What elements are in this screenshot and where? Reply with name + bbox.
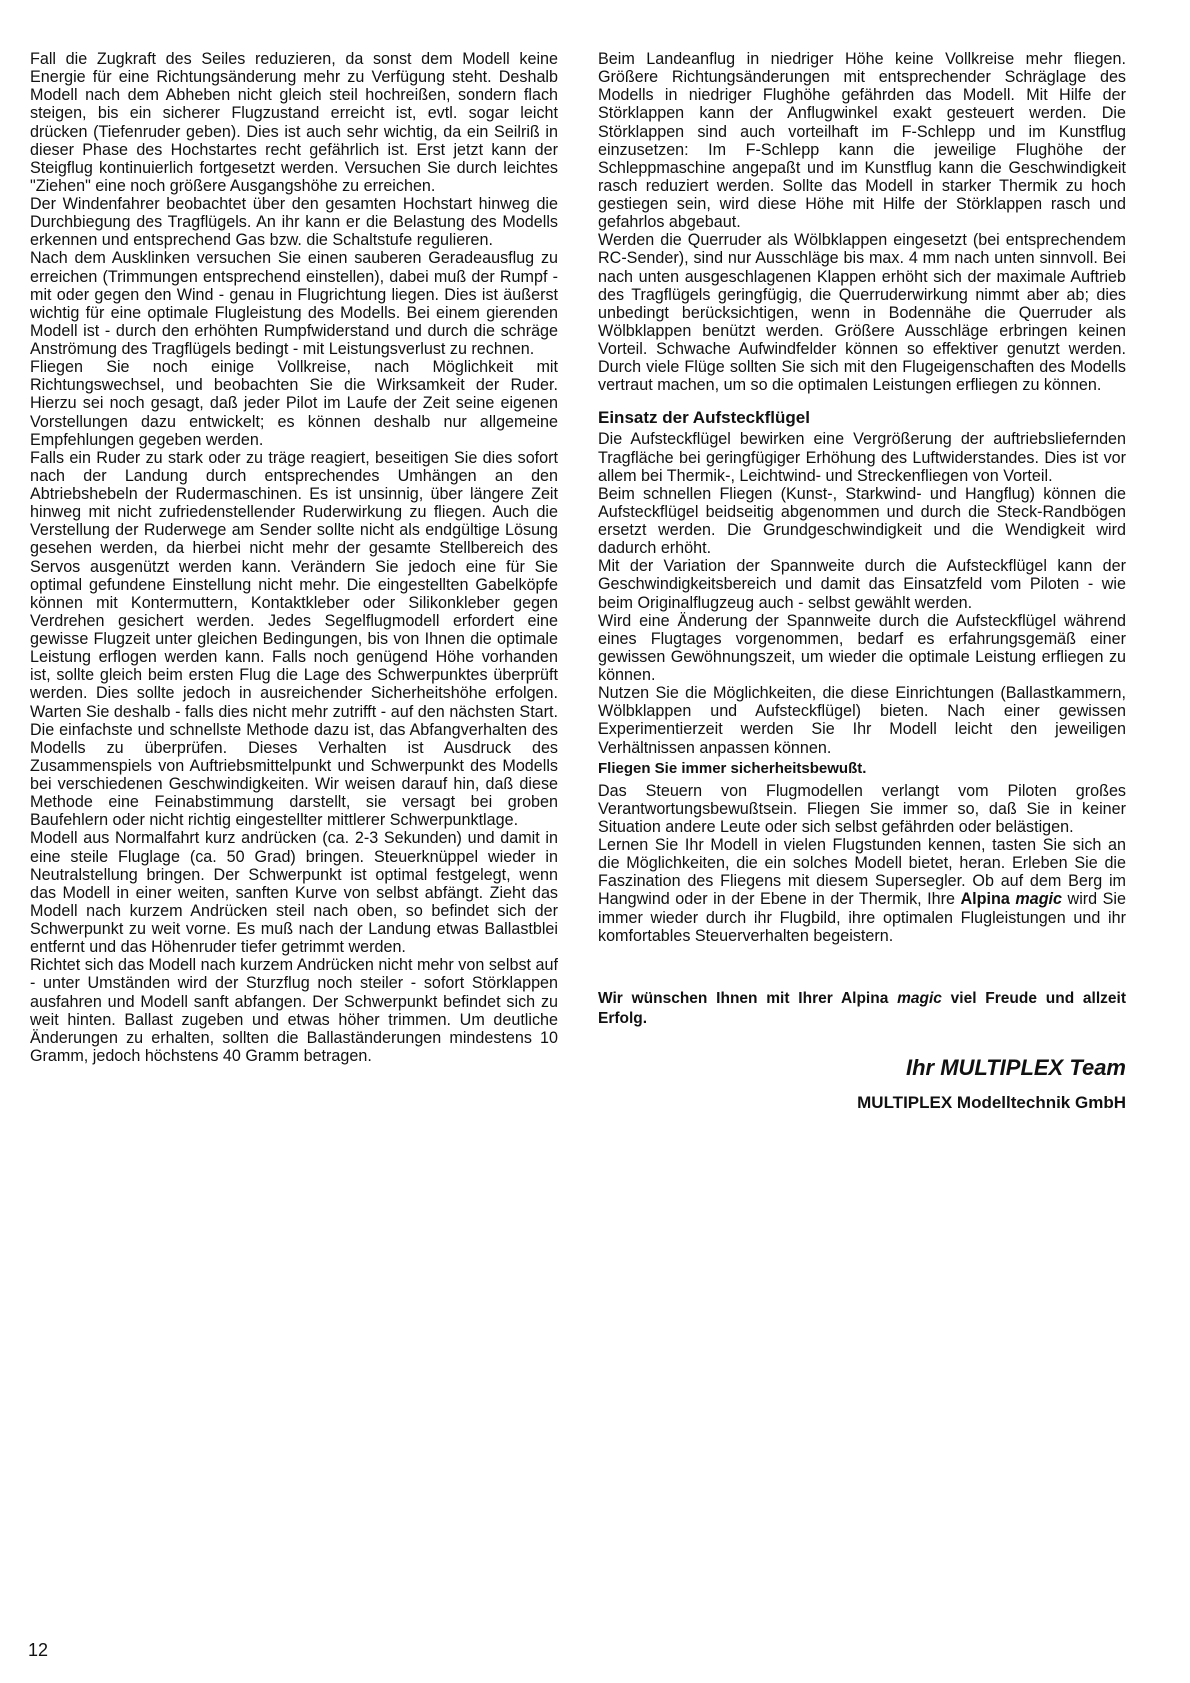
paragraph: Der Windenfahrer beobachtet über den gesamten Hochstart hinweg die Durchbiegung des Tragflügels. An ihr kann er die Belastung des Modells erkennen und entsprechend Gas bzw. die Schaltstufe regulieren. <box>30 195 558 250</box>
closing-model: magic <box>897 989 942 1007</box>
paragraph: Beim Landeanflug in niedriger Höhe keine Vollkreise mehr fliegen. Größere Richtungsänderungen mit entsprechender Schräglage des Modells in niedriger Flughöhe gefährden das Modell. Mit Hilfe der Störklappen kann der Anflugwinkel exakt gesteuert werden. Die Störklappen sind auch vorteilhaft im F-Schlepp und im Kunstflug einzusetzen: Im F-Schlepp kann die jeweilige Flughöhe der Schleppmaschine angepaßt und im Kunstflug kann die Geschwindigkeit rasch reduziert werden. Sollte das Modell in starker Thermik zu hoch gestiegen sein, wird diese Höhe mit Hilfe der Störklappen rasch und gefahrlos abgebaut. <box>598 50 1126 232</box>
text-run: Wir wünschen Ihnen mit Ihrer Alpina <box>598 989 898 1007</box>
text-run: wird Sie immer wieder durch ihr Flugbild, ihre optimalen Flugleistungen und ihr komfortables Steuerverhalten begeistern. <box>598 890 1126 945</box>
paragraph: Beim schnellen Fliegen (Kunst-, Starkwind- und Hangflug) können die Aufsteckflügel beidseitig abgenommen und durch die Steck-Randbögen ersetzt werden. Die Grundgeschwindigkeit und die Wendigkeit wird dadurch erhöht. <box>598 484 1126 558</box>
paragraph: Mit der Variation der Spannweite durch die Aufsteckflügel kann der Geschwindigkeitsbereich und damit das Einsatzfeld vom Piloten - wie beim Originalflugzeug auch - selbst gewählt werden. <box>598 557 1126 612</box>
text-run: Lernen Sie Ihr Modell in vielen Flugstunden kennen, tasten Sie sich an die Möglichkeiten, die ein solches Modell bietet, heran. Erleben Sie die Faszination des Fliegens mit diesem Supersegler. Ob auf dem Berg im Hangwind oder in der Ebene in der Thermik, Ihre <box>598 836 1126 909</box>
brand-name: Alpina <box>960 890 1010 909</box>
paragraph: Fliegen Sie noch einige Vollkreise, nach Möglichkeit mit Richtungswechsel, und beobachten Sie die Wirksamkeit der Ruder. Hierzu sei noch gesagt, daß jeder Pilot im Laufe der Zeit seine eigenen Vorstellungen dazu entwickelt; es können deshalb nur allgemeine Empfehlungen gegeben werden. <box>30 358 558 449</box>
paragraph-final <box>598 836 1126 945</box>
paragraph: Wird eine Änderung der Spannweite durch die Aufsteckflügel während eines Flugtages vorgenommen, bedarf es erfahrungsgemäß einer gewissen Gewöhnungszeit, um wieder die optimale Leistung erfliegen zu können. <box>598 611 1126 684</box>
page-number: 12 <box>28 1640 49 1660</box>
paragraph: Das Steuern von Flugmodellen verlangt vom Piloten großes Verantwortungsbewußtsein. Fliegen Sie immer so, daß Sie in keiner Situation andere Leute oder sich selbst gefährden oder belästigen. <box>598 781 1126 836</box>
paragraph: Richtet sich das Modell nach kurzem Andrücken nicht mehr von selbst auf - unter Umständen wird der Sturzflug noch steiler - sofort Störklappen ausfahren und Modell sanft abfangen. Der Schwerpunkt befindet sich zu weit hinten. Ballast zugeben und etwas höher trimmen. Um deutliche Änderungen zu erhalten, sollten die Ballaständerungen mindestens 10 Gramm, jedoch höchstens 40 Gramm betragen. <box>30 956 558 1065</box>
paragraph: Werden die Querruder als Wölbklappen eingesetzt (bei entsprechendem RC-Sender), sind nur Ausschläge bis max. 4 mm nach unten sinnvoll. Bei nach unten ausgeschlagenen Klappen erhöht sich der maximale Auftrieb des Tragflügels geringfügig, die Querruderwirkung nimmt aber ab; dies unbedingt berücksichtigen, wenn in Bodennähe die Querruder als Wölbklappen benützt werden. Größere Ausschläge erbringen keinen Vorteil. Schwache Aufwindfelder können so effektiver genutzt werden. Durch viele Flüge sollten Sie sich mit den Flugeigenschaften des Modells vertraut machen, um so die optimalen Leistungen erfliegen zu können. <box>598 231 1126 395</box>
brand-model: magic <box>1015 890 1063 909</box>
section-heading: Einsatz der Aufsteckflügel <box>598 408 810 428</box>
paragraph: Nutzen Sie die Möglichkeiten, die diese Einrichtungen (Ballastkammern, Wölbklappen und Aufsteckflügel) bieten. Nach einer gewissen Experimentierzeit werden Sie Ihr Modell leicht den jeweiligen Verhältnissen anpassen können. <box>598 684 1126 757</box>
paragraph: Falls ein Ruder zu stark oder zu träge reagiert, beseitigen Sie dies sofort nach der Landung durch entsprechendes Umhängen an den Abtriebshebeln der Rudermaschinen. Es ist unsinnig, über längere Zeit hinweg mit nicht zufriedenstellender Ruderwirkung zu fliegen. Auch die Verstellung der Ruderwege am Sender sollte nicht als endgültige Lösung gesehen werden, da hierbei nicht mehr der gesamte Stellbereich des Servos ausgenützt werden kann. Verändern Sie jedoch eine für Sie optimal gefundene Einstellung nicht mehr. Die eingestellten Gabelköpfe können mit Kontermuttern, Kontaktkleber oder Silikonkleber gegen Verdrehen gesichert werden. Jedes Segelflugmodell erfordert eine gewisse Flugzeit unter gleichen Bedingungen, bis von Ihnen die optimale Leistung erflogen werden kann. Falls noch genügend Höhe vorhanden ist, sollte gleich beim ersten Flug die Lage des Schwerpunktes überprüft werden. Dies sollte jedoch in ausreichender Sicherheitshöhe erfolgen. Warten Sie deshalb - falls dies nicht mehr zutrifft - auf den nächsten Start. Die einfachste und schnellste Methode dazu ist, das Abfangverhalten des Modells zu überprüfen. Dieses Verhalten ist Ausdruck des Zusammenspiels von Auftriebsmittelpunkt und Schwerpunkt des Modells bei verschiedenen Geschwindigkeiten. Wir weisen darauf hin, daß diese Methode eine Feinabstimmung darstellt, sie versagt bei groben Baufehlern oder nicht richtig eingestellter mittlerer Schwerpunktlage. <box>30 448 558 830</box>
team-signature: Ihr MULTIPLEX Team <box>905 1054 1126 1080</box>
paragraph: Modell aus Normalfahrt kurz andrücken (ca. 2-3 Sekunden) und damit in eine steile Fluglage (ca. 50 Grad) bringen. Steuerknüppel wieder in Neutralstellung bringen. Der Schwerpunkt ist optimal festgelegt, wenn das Modell in einer weiten, sanften Kurve von selbst abfängt. Zieht das Modell nach kurzem Andrücken steil nach oben, so befindet sich der Schwerpunkt zu weit vorne. Es muß nach der Landung etwas Ballastblei entfernt und das Höhenruder tiefer getrimmt werden. <box>30 829 558 957</box>
left-column <box>30 50 558 1065</box>
right-column <box>598 50 1126 1113</box>
company-name: MULTIPLEX Modelltechnik GmbH <box>857 1092 1126 1112</box>
paragraph: Nach dem Ausklinken versuchen Sie einen sauberen Geradeausflug zu erreichen (Trimmungen entsprechend einstellen), dabei muß der Rumpf - mit oder gegen den Wind - genau in Flugrichtung liegen. Dies ist äußerst wichtig für eine optimale Flugleistung des Modells. Bei einem gierenden Modell ist - durch den erhöhten Rumpfwiderstand und durch die schräge Anströmung des Tragflügels bedingt - mit Leistungsverlust zu rechnen. <box>30 249 558 358</box>
safety-heading: Fliegen Sie immer sicherheitsbewußt. <box>598 759 867 777</box>
text-run: viel Freude und allzeit Erfolg. <box>598 989 1127 1027</box>
paragraph: Die Aufsteckflügel bewirken eine Vergrößerung der auftriebsliefernden Tragfläche bei geringfügiger Erhöhung des Luftwiderstandes. Dies ist vor allem bei Thermik-, Leichtwind- und Streckenfliegen von Vorteil. <box>598 430 1126 485</box>
closing-wish <box>598 989 1126 1029</box>
paragraph: Fall die Zugkraft des Seiles reduzieren, da sonst dem Modell keine Energie für eine Richtungsänderung mehr zu Verfügung steht. Deshalb Modell nach dem Abheben nicht gleich steil hochreißen, sondern flach steigen, bis ein sicherer Flugzustand erreicht ist, evtl. sogar leicht drücken (Tiefenruder geben). Dies ist auch sehr wichtig, da ein Seilriß in dieser Phase des Hochstartes recht gefährlich ist. Erst jetzt kann der Steigflug kontinuierlich fortgesetzt werden. Versuchen Sie durch leichtes "Ziehen" eine noch größere Ausgangshöhe zu erreichen. <box>30 50 558 195</box>
